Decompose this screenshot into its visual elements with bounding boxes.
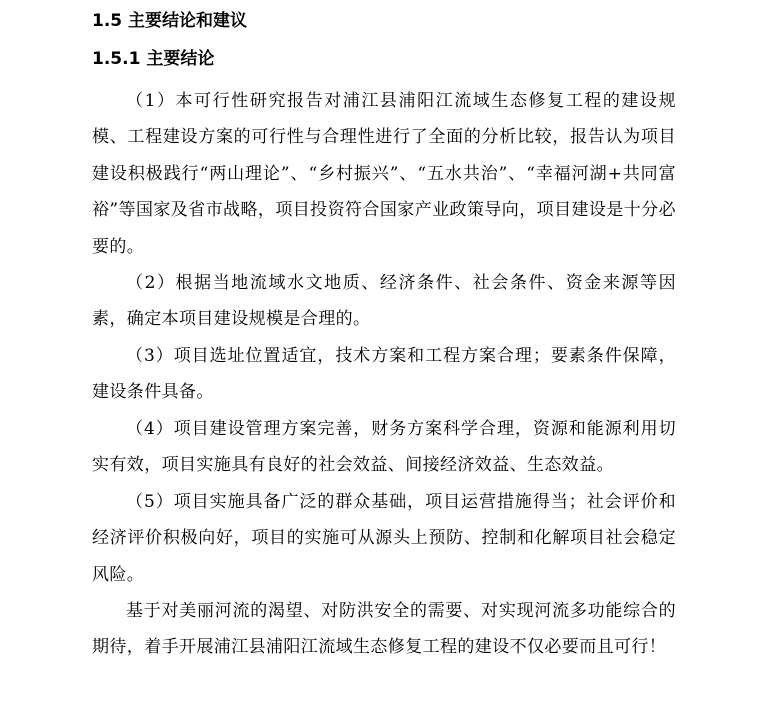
conclusion-paragraph-5: （5）项目实施具备广泛的群众基础，项目运营措施得当；社会评价和经济评价积极向好，项目的实施可从源头上预防、控制和化解项目社会稳定风险。 — [92, 492, 676, 585]
conclusion-paragraph-3: （3）项目选址位置适宜，技术方案和工程方案合理；要素条件保障，建设条件具备。 — [92, 346, 676, 403]
conclusion-paragraph-2: （2）根据当地流域水文地质、经济条件、社会条件、资金来源等因素，确定本项目建设规模是合理的。 — [92, 273, 676, 330]
conclusion-paragraph-4: （4）项目建设管理方案完善，财务方案科学合理，资源和能源利用切实有效，项目实施具有良好的社会效益、间接经济效益、生态效益。 — [92, 419, 676, 476]
section-heading: 1.5 主要结论和建议 — [92, 11, 248, 31]
conclusion-paragraph-1: （1）本可行性研究报告对浦江县浦阳江流域生态修复工程的建设规模、工程建设方案的可行性与合理性进行了全面的分析比较，报告认为项目建设积极践行“两山理论”、“乡村振兴”、“五水共治”、“幸福河湖+共同富裕”等国家及省市战略，项目投资符合国家产业政策导向，项目建设是十分必要的。 — [92, 91, 676, 257]
summary-paragraph: 基于对美丽河流的渴望、对防洪安全的需要、对实现河流多功能综合的期待，着手开展浦江县浦阳江流域生态修复工程的建设不仅必要而且可行！ — [92, 601, 676, 658]
subsection-heading: 1.5.1 主要结论 — [92, 49, 215, 69]
